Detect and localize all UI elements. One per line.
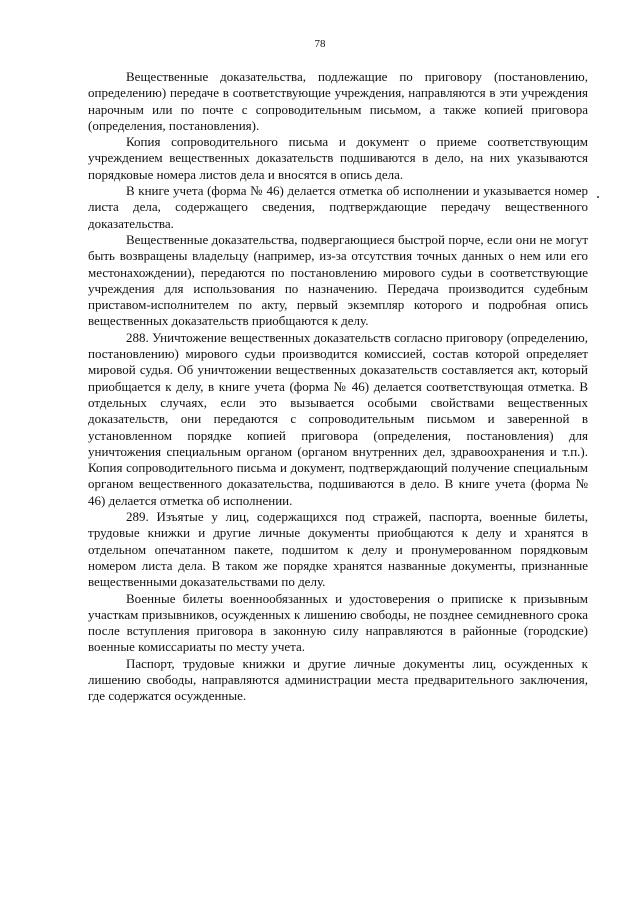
paragraph: Вещественные доказательства, подлежащие по приговору (постановлению, определению) передаче в соответствующие учреждения, направляются в эти учреждения нарочным или по почте с сопроводительным письмом, а также копией приговора (определения, постановления). — [88, 69, 588, 133]
paragraph: Вещественные доказательства, подвергающиеся быстрой порче, если они не могут быть возвращены владельцу (например, из-за отсутствия точных данных о нем или его местонахождении), передаются по постановлению мирового судьи в соответствующие учреждения для использования по назначению. Передача производится судебным приставом-исполнителем по акту, первый экземпляр которого и подробная опись вещественных доказательств приобщаются к делу. — [88, 231, 588, 329]
paragraph: Военные билеты военнообязанных и удостоверения о приписке к призывным участкам призывников, осужденных к лишению свободы, не позднее семидневного срока после вступления приговора в законную силу направляются в районные (городские) военные комиссариаты по месту учета. — [88, 590, 588, 655]
paragraph: Копия сопроводительного письма и документ о приеме соответствующим учреждением вещественных доказательств подшиваются в дело, на них указываются порядковые номера листов дела и вносятся в опись дела. — [88, 134, 588, 182]
body-text — [88, 69, 588, 705]
paragraph: 288. Уничтожение вещественных доказательств согласно приговору (определению, постановлению) мирового судьи производится комиссией, состав которой определяет мировой судья. Об уничтожении вещественных доказательств составляется акт, который приобщается к делу, в книге учета (форма № 46) делается соответствующая отметка. В отдельных случаях, если это вызывается особыми свойствами вещественных доказательств, они передаются с сопроводительным письмом и заверенной в установленном порядке копией приговора (определения, постановления) для уничтожения специальным органом (органом внутренних дел, здравоохранения и т.п.). Копия сопроводительного письма и документ, подтверждающий получение специальным органом вещественного доказательства, подшиваются в дело. В книге учета (форма № 46) делается отметка об исполнении. — [88, 329, 588, 508]
scan-artifact-dot — [597, 196, 599, 198]
page-number: 78 — [314, 38, 326, 50]
paragraph: В книге учета (форма № 46) делается отметка об исполнении и указывается номер листа дела, содержащего сведения, подтверждающие передачу вещественного доказательства. — [88, 183, 588, 231]
paragraph: 289. Изъятые у лиц, содержащихся под стражей, паспорта, военные билеты, трудовые книжки и другие личные документы приобщаются к делу и хранятся в отдельном опечатанном пакете, подшитом к делу и пронумерованном порядковым номером листа дела. В таком же порядке хранятся названные документы, признанные вещественными доказательствами по делу. — [88, 509, 588, 590]
paragraph: Паспорт, трудовые книжки и другие личные документы лиц, осужденных к лишению свободы, направляются администрации места предварительного заключения, где содержатся осужденные. — [88, 655, 588, 704]
